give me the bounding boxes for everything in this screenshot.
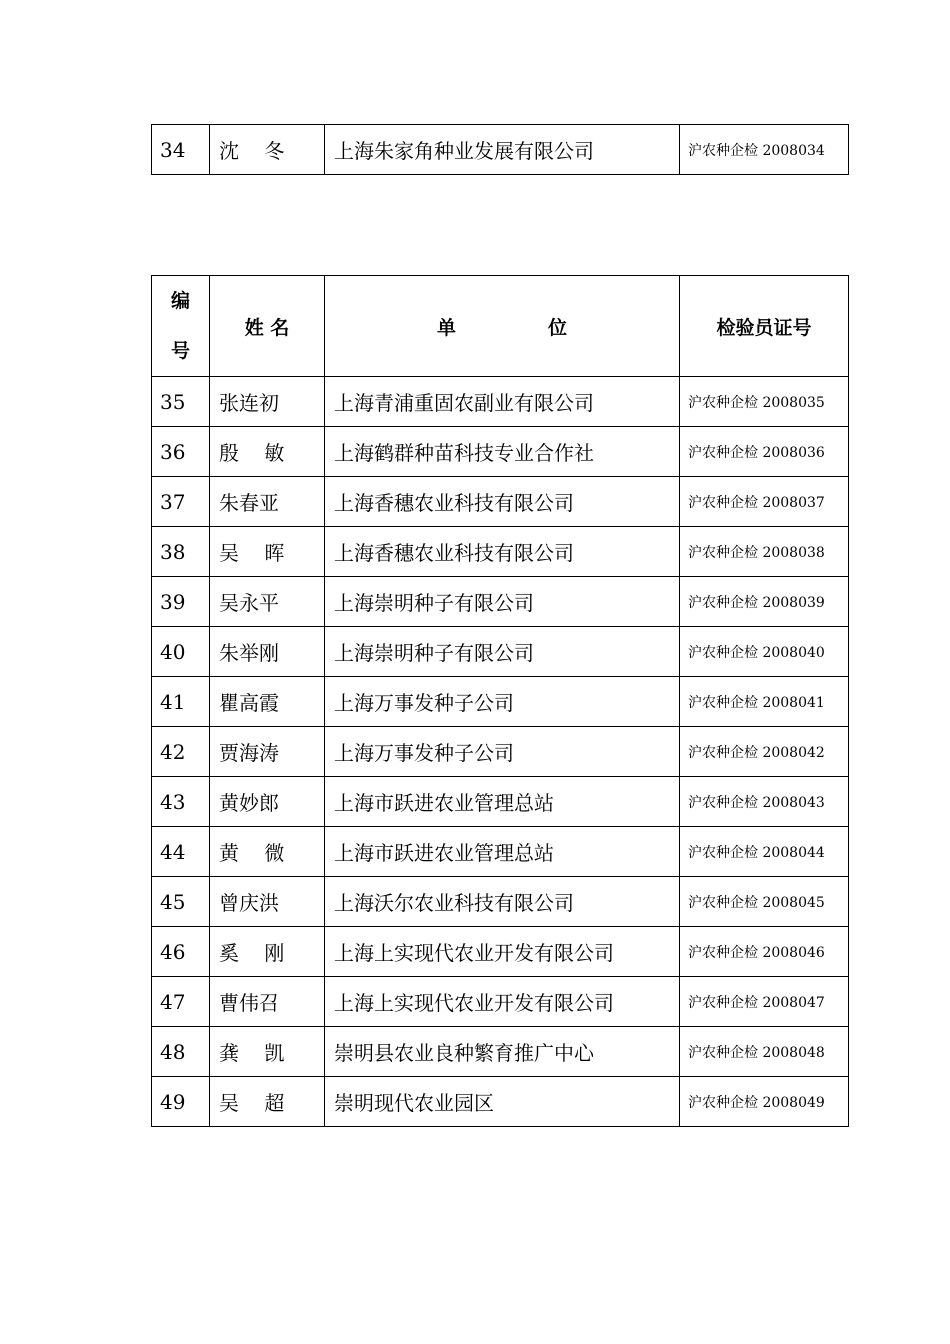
header-number-line1: 编 <box>170 290 190 312</box>
row-cert: 沪农种企检 2008037 <box>680 477 849 527</box>
row-unit: 上海上实现代农业开发有限公司 <box>325 977 680 1027</box>
row-cert: 沪农种企检 2008035 <box>680 377 849 427</box>
header-number-line2: 号 <box>170 340 190 362</box>
inspector-table <box>151 275 849 1127</box>
row-cert: 沪农种企检 2008049 <box>680 1077 849 1127</box>
row-number: 36 <box>152 427 210 477</box>
row-cert: 沪农种企检 2008044 <box>680 827 849 877</box>
header-unit <box>325 276 680 377</box>
row-name: 曹伟召 <box>210 977 325 1027</box>
row-number: 44 <box>152 827 210 877</box>
header-unit-part2: 位 <box>548 316 568 339</box>
row-number: 37 <box>152 477 210 527</box>
table-header-row <box>152 276 849 377</box>
row-number: 47 <box>152 977 210 1027</box>
header-cert: 检验员证号 <box>680 276 849 377</box>
row-name: 吴 超 <box>210 1077 325 1127</box>
row-unit: 上海香穗农业科技有限公司 <box>325 527 680 577</box>
table-row <box>152 877 849 927</box>
row-name: 奚 刚 <box>210 927 325 977</box>
row-unit: 上海万事发种子公司 <box>325 677 680 727</box>
table-row <box>152 977 849 1027</box>
row-number: 46 <box>152 927 210 977</box>
row-unit: 上海朱家角种业发展有限公司 <box>325 125 680 175</box>
row-number: 41 <box>152 677 210 727</box>
row-unit: 崇明现代农业园区 <box>325 1077 680 1127</box>
table-row <box>152 777 849 827</box>
row-cert: 沪农种企检 2008041 <box>680 677 849 727</box>
row-unit: 崇明县农业良种繁育推广中心 <box>325 1027 680 1077</box>
header-unit-part1: 单 <box>436 316 456 339</box>
table-row <box>152 827 849 877</box>
row-unit: 上海万事发种子公司 <box>325 727 680 777</box>
row-unit: 上海香穗农业科技有限公司 <box>325 477 680 527</box>
row-unit: 上海崇明种子有限公司 <box>325 627 680 677</box>
table-row <box>152 577 849 627</box>
row-number: 35 <box>152 377 210 427</box>
row-unit: 上海鹤群种苗科技专业合作社 <box>325 427 680 477</box>
row-number: 40 <box>152 627 210 677</box>
table-row <box>152 427 849 477</box>
row-cert: 沪农种企检 2008034 <box>680 125 849 175</box>
row-name: 黄 微 <box>210 827 325 877</box>
row-cert: 沪农种企检 2008038 <box>680 527 849 577</box>
row-number: 38 <box>152 527 210 577</box>
table-row <box>152 1077 849 1127</box>
table-body <box>152 276 849 1127</box>
row-name: 吴 晖 <box>210 527 325 577</box>
table-row <box>152 125 849 175</box>
row-name: 黄妙郎 <box>210 777 325 827</box>
row-cert: 沪农种企检 2008036 <box>680 427 849 477</box>
row-cert: 沪农种企检 2008048 <box>680 1027 849 1077</box>
row-cert: 沪农种企检 2008042 <box>680 727 849 777</box>
header-number <box>152 276 210 377</box>
row-cert: 沪农种企检 2008046 <box>680 927 849 977</box>
row-name: 张连初 <box>210 377 325 427</box>
table-row <box>152 677 849 727</box>
row-number: 48 <box>152 1027 210 1077</box>
row-number: 49 <box>152 1077 210 1127</box>
row-name: 龚 凯 <box>210 1027 325 1077</box>
row-name: 朱春亚 <box>210 477 325 527</box>
row-name: 朱举刚 <box>210 627 325 677</box>
row-name: 贾海涛 <box>210 727 325 777</box>
table-row <box>152 527 849 577</box>
inspector-table-continued <box>151 124 849 175</box>
table-row <box>152 727 849 777</box>
row-unit: 上海市跃进农业管理总站 <box>325 777 680 827</box>
row-cert: 沪农种企检 2008039 <box>680 577 849 627</box>
table-row <box>152 1027 849 1077</box>
row-cert: 沪农种企检 2008047 <box>680 977 849 1027</box>
header-name: 姓 名 <box>210 276 325 377</box>
row-name: 殷 敏 <box>210 427 325 477</box>
row-unit: 上海市跃进农业管理总站 <box>325 827 680 877</box>
row-cert: 沪农种企检 2008040 <box>680 627 849 677</box>
table-row <box>152 377 849 427</box>
table-row <box>152 927 849 977</box>
row-unit: 上海上实现代农业开发有限公司 <box>325 927 680 977</box>
row-name: 瞿高霞 <box>210 677 325 727</box>
row-number: 34 <box>152 125 210 175</box>
row-number: 45 <box>152 877 210 927</box>
table-row <box>152 477 849 527</box>
row-name: 吴永平 <box>210 577 325 627</box>
row-number: 39 <box>152 577 210 627</box>
row-number: 42 <box>152 727 210 777</box>
table-row <box>152 627 849 677</box>
row-unit: 上海崇明种子有限公司 <box>325 577 680 627</box>
row-unit: 上海青浦重固农副业有限公司 <box>325 377 680 427</box>
row-name: 沈 冬 <box>210 125 325 175</box>
row-cert: 沪农种企检 2008045 <box>680 877 849 927</box>
row-cert: 沪农种企检 2008043 <box>680 777 849 827</box>
row-unit: 上海沃尔农业科技有限公司 <box>325 877 680 927</box>
row-name: 曾庆洪 <box>210 877 325 927</box>
table-body <box>152 125 849 175</box>
row-number: 43 <box>152 777 210 827</box>
